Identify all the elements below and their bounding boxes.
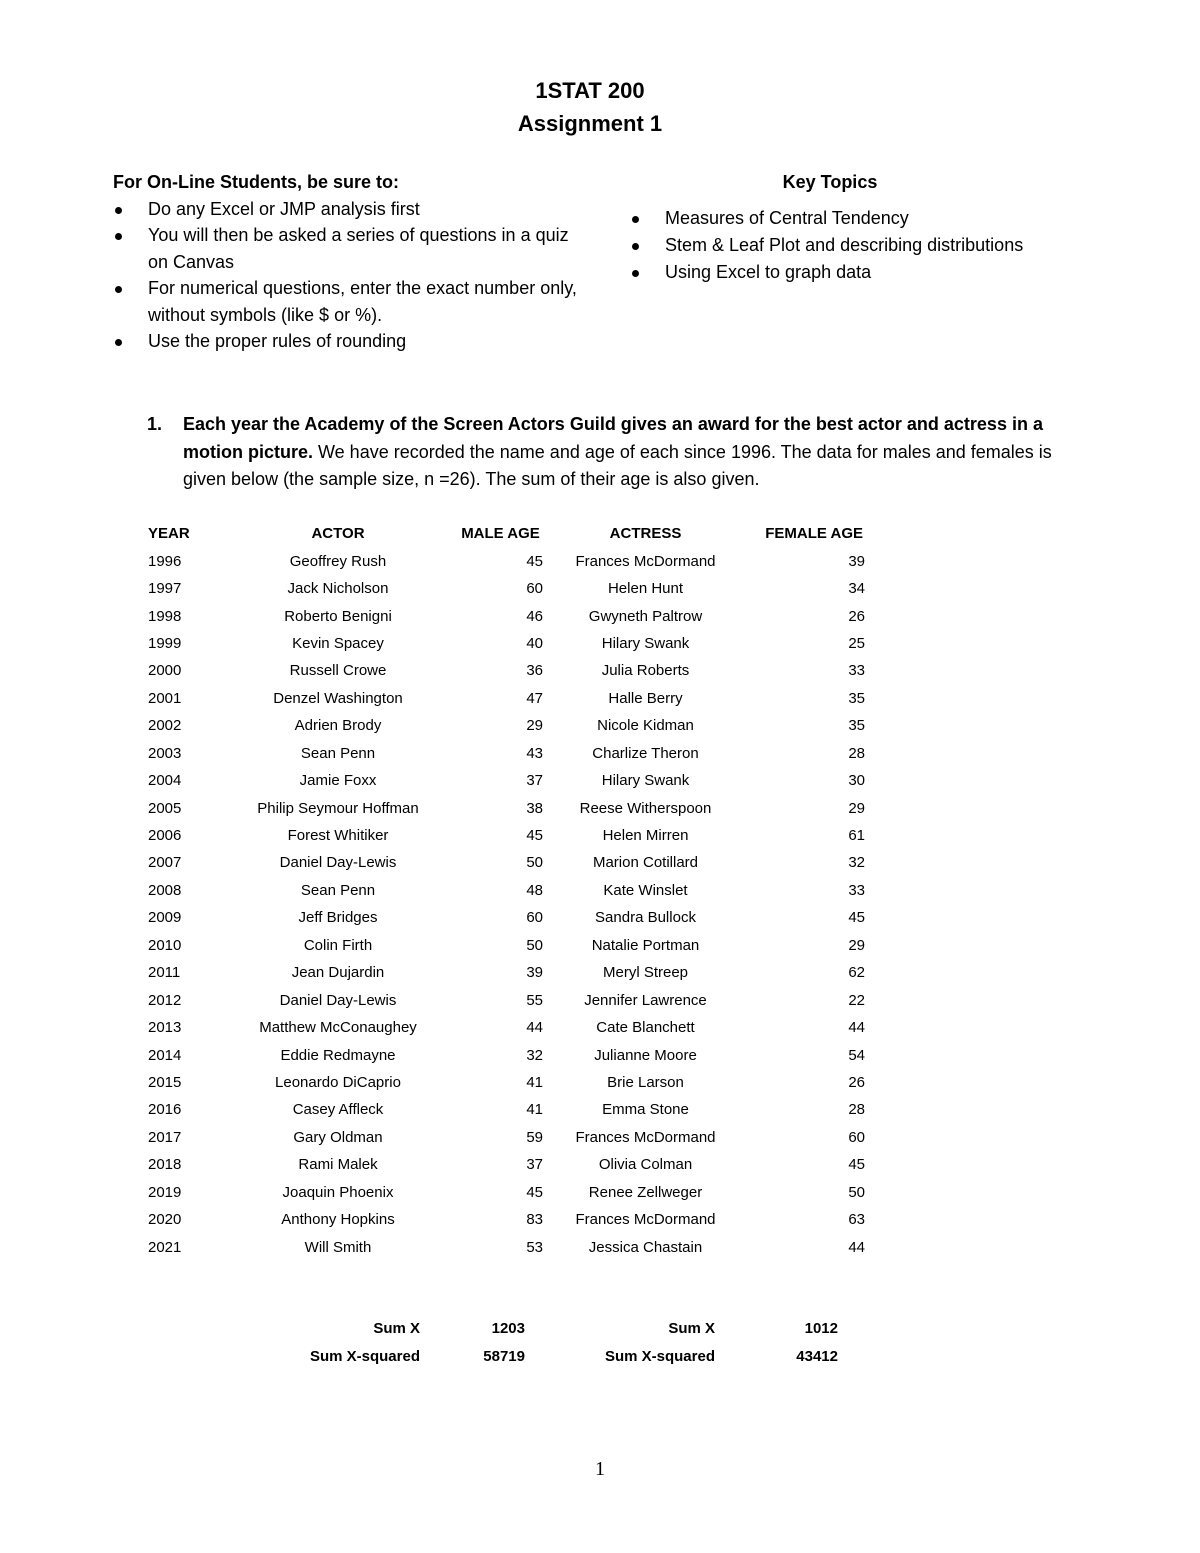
cell-actress: Frances McDormand [575,552,716,570]
cell-actor: Eddie Redmayne [280,1046,396,1064]
cell-actor: Roberto Benigni [284,607,392,625]
table-row [140,712,865,739]
table-row [140,794,865,821]
question-bold-text: Each year the Academy of the Screen Actors Guild gives an award for the best actor and actress in a motion picture. [183,414,1043,462]
cell-male-age: 45 [526,552,543,570]
cell-actor: Forest Whitiker [287,827,389,845]
cell-year: 2018 [148,1156,182,1174]
cell-year: 2021 [148,1238,182,1256]
cell-male-age: 43 [526,744,543,762]
cell-actor: Sean Penn [300,744,376,762]
cell-female-age: 29 [848,799,865,817]
cell-actress: Kate Winslet [603,881,688,899]
cell-female-age: 39 [848,552,865,570]
male-sum-x-value: 1203 [491,1319,525,1337]
cell-male-age: 47 [526,689,543,707]
cell-year: 2009 [148,909,182,927]
cell-actress: Reese Witherspoon [579,799,712,817]
question-number: 1. [147,414,163,434]
cell-male-age: 46 [526,607,543,625]
cell-actor: Matthew McConaughey [259,1019,417,1037]
cell-actress: Cate Blanchett [596,1019,695,1037]
table-row [140,685,865,712]
header-actor: ACTOR [311,525,365,543]
header-year: YEAR [148,525,190,543]
cell-male-age: 41 [526,1073,543,1091]
key-topic-item: Measures of Central Tendency [630,205,1090,232]
cell-actress: Renee Zellweger [588,1183,703,1201]
cell-actress: Jessica Chastain [588,1238,703,1256]
cell-actor: Gary Oldman [293,1128,383,1146]
cell-male-age: 55 [526,991,543,1009]
sum-x-squared-row [140,1342,838,1370]
question-plain-text: We have recorded the name and age of each since 1996. The data for males and females is given below (the sample size, n =26). The sum of their age is also given. [183,441,1052,489]
cell-female-age: 26 [848,607,865,625]
cell-male-age: 45 [526,827,543,845]
female-sum-x-squared-label: Sum X-squared [604,1347,715,1365]
cell-year: 2002 [148,717,182,735]
table-row [140,657,865,684]
cell-male-age: 39 [526,964,543,982]
cell-actor: Rami Malek [298,1156,378,1174]
cell-year: 1999 [148,634,182,652]
cell-actor: Jack Nicholson [287,580,389,598]
table-row [140,547,865,574]
cell-year: 2016 [148,1101,182,1119]
cell-male-age: 41 [526,1101,543,1119]
cell-actress: Hilary Swank [601,772,690,790]
key-topics-list [630,205,1090,286]
cell-male-age: 60 [526,580,543,598]
cell-year: 2011 [148,964,181,982]
cell-male-age: 50 [526,936,543,954]
cell-year: 2007 [148,854,182,872]
table-row [140,575,865,602]
cell-actor: Russell Crowe [289,662,387,680]
cell-female-age: 62 [848,964,865,982]
table-row [140,822,865,849]
key-topics-heading: Key Topics [782,172,878,192]
cell-female-age: 50 [848,1183,865,1201]
cell-male-age: 37 [526,1156,543,1174]
cell-actress: Charlize Theron [592,744,699,762]
cell-actor: Geoffrey Rush [289,552,387,570]
cell-actress: Natalie Portman [591,936,700,954]
instruction-item: Use the proper rules of rounding [113,328,583,355]
cell-female-age: 44 [848,1238,865,1256]
cell-male-age: 32 [526,1046,543,1064]
cell-year: 2003 [148,744,182,762]
table-row [140,630,865,657]
cell-year: 2020 [148,1211,182,1229]
instruction-item: Do any Excel or JMP analysis first [113,196,583,223]
cell-male-age: 40 [526,634,543,652]
cell-female-age: 33 [848,881,865,899]
cell-female-age: 25 [848,634,865,652]
cell-actor: Casey Affleck [292,1101,384,1119]
cell-female-age: 28 [848,744,865,762]
cell-year: 2015 [148,1073,182,1091]
male-sum-x-squared-value: 58719 [483,1347,525,1365]
cell-male-age: 48 [526,881,543,899]
cell-female-age: 45 [848,909,865,927]
instructions-block [113,169,583,355]
cell-year: 1997 [148,580,182,598]
cell-actress: Meryl Streep [602,964,689,982]
cell-actor: Will Smith [304,1238,372,1256]
cell-actress: Julia Roberts [601,662,690,680]
female-sum-x-squared-value: 43412 [796,1347,838,1365]
table-row [140,1179,865,1206]
table-row [140,904,865,931]
female-sum-x-value: 1012 [804,1319,838,1337]
male-sum-x-label: Sum X [373,1319,420,1337]
cell-male-age: 29 [526,717,543,735]
table-row [140,1151,865,1178]
cell-female-age: 26 [848,1073,865,1091]
cell-female-age: 22 [848,991,865,1009]
cell-actress: Sandra Bullock [595,909,696,927]
female-sum-x-label: Sum X [668,1319,715,1337]
table-row [140,1233,865,1260]
table-row [140,959,865,986]
table-row [140,932,865,959]
table-body [140,547,865,1260]
table-row [140,602,865,629]
table-header-row [140,520,865,547]
table-row [140,767,865,794]
cell-female-age: 32 [848,854,865,872]
cell-female-age: 44 [848,1019,865,1037]
cell-male-age: 37 [526,772,543,790]
cell-female-age: 28 [848,1101,865,1119]
male-sum-x-squared-label: Sum X-squared [309,1347,420,1365]
cell-female-age: 63 [848,1211,865,1229]
table-row [140,877,865,904]
header-male-age: MALE AGE [461,525,540,543]
cell-year: 2019 [148,1183,182,1201]
cell-year: 2001 [148,689,182,707]
cell-actor: Adrien Brody [294,717,382,735]
table-row [140,849,865,876]
cell-actor: Daniel Day-Lewis [279,854,397,872]
cell-actor: Jean Dujardin [291,964,385,982]
cell-female-age: 33 [848,662,865,680]
cell-year: 2013 [148,1019,182,1037]
cell-actress: Marion Cotillard [592,854,699,872]
instructions-heading: For On-Line Students, be sure to: [113,172,400,192]
cell-actress: Jennifer Lawrence [584,991,707,1009]
table-row [140,986,865,1013]
cell-actress: Julianne Moore [594,1046,697,1064]
cell-male-age: 45 [526,1183,543,1201]
cell-male-age: 59 [526,1128,543,1146]
cell-male-age: 50 [526,854,543,872]
cell-male-age: 60 [526,909,543,927]
cell-year: 2008 [148,881,182,899]
cell-female-age: 45 [848,1156,865,1174]
cell-actress: Frances McDormand [575,1211,716,1229]
cell-male-age: 83 [526,1211,543,1229]
header-female-age: FEMALE AGE [765,525,863,543]
cell-actor: Kevin Spacey [292,634,384,652]
cell-actress: Olivia Colman [598,1156,693,1174]
cell-actor: Jeff Bridges [298,909,378,927]
cell-actress: Gwyneth Paltrow [588,607,703,625]
cell-actress: Helen Hunt [607,580,684,598]
sums-table [140,1314,838,1370]
cell-actor: Anthony Hopkins [281,1211,395,1229]
instructions-list [113,196,583,355]
cell-female-age: 35 [848,689,865,707]
table-row [140,1069,865,1096]
cell-female-age: 54 [848,1046,865,1064]
cell-year: 1998 [148,607,182,625]
cell-actress: Nicole Kidman [597,717,694,735]
cell-female-age: 61 [848,827,865,845]
cell-year: 2005 [148,799,182,817]
cell-year: 2006 [148,827,182,845]
cell-year: 2014 [148,1046,182,1064]
question-text [183,411,1087,494]
cell-actor: Joaquin Phoenix [282,1183,394,1201]
cell-year: 2010 [148,936,182,954]
table-row [140,1096,865,1123]
cell-year: 2004 [148,772,182,790]
cell-female-age: 30 [848,772,865,790]
cell-actress: Brie Larson [607,1073,684,1091]
cell-male-age: 36 [526,662,543,680]
table-row [140,740,865,767]
document-title: 1STAT 200 [535,78,645,103]
cell-year: 2012 [148,991,182,1009]
key-topic-item: Using Excel to graph data [630,259,1090,286]
header-actress: ACTRESS [609,525,682,543]
cell-actor: Daniel Day-Lewis [279,991,397,1009]
cell-female-age: 29 [848,936,865,954]
cell-male-age: 38 [526,799,543,817]
instruction-item: For numerical questions, enter the exact number only, without symbols (like $ or %). [113,275,583,328]
cell-year: 2017 [148,1128,182,1146]
cell-actor: Philip Seymour Hoffman [257,799,419,817]
cell-female-age: 60 [848,1128,865,1146]
table-row [140,1014,865,1041]
cell-male-age: 53 [526,1238,543,1256]
document-subtitle: Assignment 1 [517,111,663,136]
cell-female-age: 34 [848,580,865,598]
page-number: 1 [595,1458,605,1480]
cell-male-age: 44 [526,1019,543,1037]
cell-actress: Frances McDormand [575,1128,716,1146]
sum-x-row [140,1314,838,1342]
cell-actress: Emma Stone [602,1101,689,1119]
cell-actress: Hilary Swank [601,634,690,652]
awards-table [140,520,865,1261]
cell-actress: Halle Berry [608,689,683,707]
table-row [140,1206,865,1233]
key-topic-item: Stem & Leaf Plot and describing distributions [630,232,1090,259]
cell-actor: Denzel Washington [273,689,403,707]
cell-actor: Leonardo DiCaprio [275,1073,401,1091]
instruction-item: You will then be asked a series of questions in a quiz on Canvas [113,222,583,275]
table-row [140,1124,865,1151]
cell-actor: Jamie Foxx [299,772,377,790]
cell-female-age: 35 [848,717,865,735]
question-1 [147,411,1087,494]
cell-actress: Helen Mirren [602,827,689,845]
key-topics-block [630,169,1090,286]
cell-actor: Sean Penn [300,881,376,899]
cell-actor: Colin Firth [303,936,373,954]
cell-year: 1996 [148,552,182,570]
cell-year: 2000 [148,662,182,680]
table-row [140,1041,865,1068]
